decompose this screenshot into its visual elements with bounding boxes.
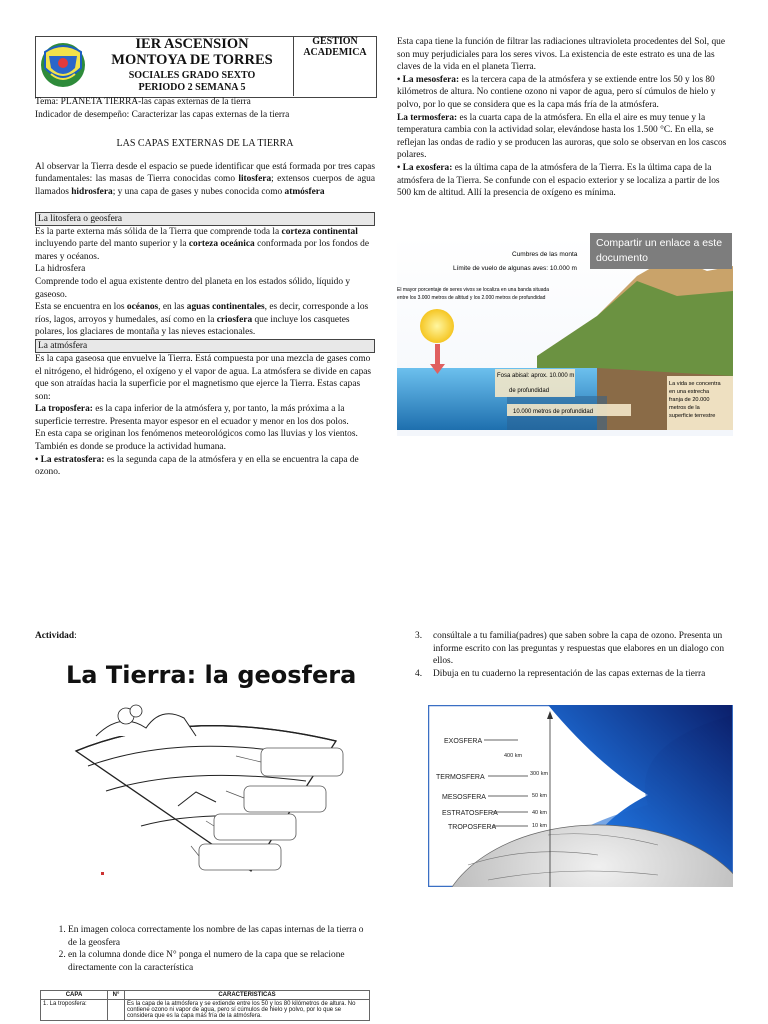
- fig-label-vida: La vida se concentra en una estrecha franja de 20.000 metros de la superficie terrestre: [669, 381, 721, 419]
- hidrosfera-paragraph-1: Comprende todo el agua existente dentro del planeta en los estados sólido, líquido y gaseoso.: [35, 276, 351, 300]
- label-300km: 300 km: [530, 771, 549, 777]
- geosfera-title: La Tierra: la geosfera: [66, 661, 357, 689]
- termosfera-paragraph: La termosfera: es la cuarta capa de la atmósfera. En ella el aire es muy tenue y la temperatura cambia con la actividad solar, elevándose hasta los 1.500 °C. En ella, se reflejan las ondas de radio y se producen las auroras, que solo se observan en los cascos polares.: [397, 112, 727, 161]
- label-mesosfera: MESOSFERA: [442, 794, 486, 801]
- right-column: [397, 36, 733, 200]
- troposfera-paragraph: La troposfera: es la capa inferior de la atmósfera y, por tanto, la más próxima a la superficie terrestre. Presenta mayor espesor en el ecuador y menor en los dos polos.: [35, 404, 349, 427]
- exosfera-paragraph: • La exosfera: es la última capa de la atmósfera de la Tierra. Es la última capa de la atmósfera de la Tierra. Se confunde con el espacio exterior y se localiza a partir de los 500 km de altitud. Allí la presencia de oxígeno es mínima.: [397, 162, 720, 199]
- table-row: [41, 1000, 370, 1021]
- litosfera-paragraph: Es la parte externa más sólida de la Tierra que comprende toda la corteza continental incluyendo parte del manto superior y la corteza oceánica conformada por los fondos de mares y océanos.: [35, 226, 370, 262]
- characteristics-table: [40, 990, 370, 1021]
- mesosfera-paragraph: • La mesosfera: es la tercera capa de la atmósfera y se extiende entre los 50 y los 80 kilómetros de altura. No contiene ozono ni vapor de agua, pero sí cúmulos de hielo y polvo, por lo que se considera que es la capa más fría de la atmósfera.: [397, 74, 716, 110]
- label-10km: 10 km: [532, 823, 547, 829]
- label-estratosfera: ESTRATOSFERA: [442, 810, 498, 817]
- geosfera-drawing: [66, 696, 366, 881]
- label-40km: 40 km: [532, 810, 547, 816]
- col-caracteristicas: CARACTERISTICAS: [125, 991, 370, 1000]
- actividad-label: Actividad:: [35, 631, 77, 641]
- estratosfera-paragraph: • La estratosfera: es la segunda capa de la atmósfera y en ella se encuentra la capa de ozono.: [35, 454, 359, 478]
- ozono-paragraph: Esta capa tiene la función de filtrar las radiaciones ultravioleta procedentes del Sol, que son muy perjudiciales para los seres vivos. La existencia de este estrato es una de las claves de la vida en el planeta Tierra.: [397, 37, 725, 73]
- school-logo: [37, 38, 89, 90]
- cell-capa: 1. La troposfera:: [41, 1000, 108, 1021]
- section-title: LAS CAPAS EXTERNAS DE LA TIERRA: [116, 138, 294, 150]
- task-list-right: [415, 630, 733, 680]
- atmosfera-paragraph-1: Es la capa gaseosa que envuelve la Tierra. Está compuesta por una mezcla de gases como el nitrógeno, el hidrógeno, el oxígeno y el vapor de agua. La atmósfera se divide en capas que son atraídas hacia la superficie por el magnetismo que ejerce la Tierra. Estas capas son:: [35, 353, 372, 402]
- task-item-3: 3. consúltale a tu familia(padres) que saben sobre la capa de ozono. Presenta un informe escrito con las preguntas y respuestas que elabores en un dialogo con ellos.: [415, 631, 725, 667]
- label-400km: 400 km: [504, 753, 523, 759]
- label-termosfera: TERMOSFERA: [436, 774, 485, 781]
- gestion-line1: GESTION: [312, 36, 358, 47]
- col-capa: CAPA: [41, 991, 108, 1000]
- cell-caracteristica: Es la capa de la atmósfera y se extiende entre los 50 y los 80 kilómetros de altura. No contiene ozono ni vapor de agua, pero sí cúmulos de hielo y polvo, por lo que se considera que es la capa más fría de la atmósfera.: [125, 1000, 370, 1021]
- gestion-line2: ACADEMICA: [303, 47, 367, 58]
- litosfera-heading: La litosfera o geosfera: [35, 212, 375, 226]
- period-line: PERIODO 2 SEMANA 5: [138, 82, 246, 93]
- school-name-line2: MONTOYA DE TORRES: [111, 52, 273, 68]
- fig-label-10000: 10.000 metros de profundidad: [513, 409, 594, 415]
- fig-label-cumbres: Cumbres de las monta: [512, 251, 578, 258]
- fig-label-aves: Límite de vuelo de algunas aves: 10.000 m: [453, 265, 577, 272]
- atmosphere-layers-figure: [428, 705, 733, 887]
- left-column: [35, 96, 375, 479]
- atmosfera-paragraph-2: En esta capa se originan los fenómenos meteorológicos como las lluvias y los vientos. También es donde se produce la actividad humana.: [35, 429, 358, 453]
- share-link-tooltip[interactable]: Compartir un enlace a este documento: [590, 233, 732, 269]
- task-item-2: 2. en la columna donde dice N° ponga el numero de la capa que se relacione directamente con la característica: [68, 949, 367, 974]
- task-item-4: 4. Dibuja en tu cuaderno la representación de las capas externas de la tierra: [415, 668, 706, 679]
- hidrosfera-heading: La hidrosfera: [35, 264, 86, 275]
- label-exosfera: EXOSFERA: [444, 738, 483, 745]
- fig-label-mayor: El mayor porcentaje de seres vivos se localiza en una banda situada entre los 3.000 metros de altitud y los 2.000 metros de profundidad: [397, 287, 550, 301]
- sun-icon: [420, 309, 454, 343]
- task-list-left: [52, 924, 367, 974]
- table-header-row: [41, 991, 370, 1000]
- cell-n-input[interactable]: [108, 1000, 125, 1021]
- tema-line: Tema: PLANETA TIERRA-las capas externas de la tierra: [35, 97, 251, 107]
- answer-box-3[interactable]: [214, 814, 296, 840]
- mountains-icon: [96, 714, 196, 736]
- answer-box-2[interactable]: [244, 786, 326, 812]
- gestion-cell: [293, 36, 376, 96]
- fig-label-fosa: Fosa abisal: aprox. 10.000 m: [497, 373, 575, 379]
- intro-paragraph: Al observar la Tierra desde el espacio se puede identificar que está formada por tres capas fundamentales: las masas de Tierra conocidas como litosfera; extensos cuerpos de agua llamados hidrosfera; y una capa de gases y nubes conocida como atmósfera: [35, 161, 375, 197]
- label-50km: 50 km: [532, 793, 547, 799]
- task-item-1: 1. En imagen coloca correctamente los nombre de las capas internas de la tierra o de la geosfera: [68, 924, 367, 949]
- course-info: [92, 70, 292, 94]
- answer-box-4[interactable]: [199, 844, 281, 870]
- atmosfera-heading: La atmósfera: [35, 339, 375, 353]
- school-name-line1: IER ASCENSION: [135, 36, 249, 52]
- col-n: N°: [108, 991, 125, 1000]
- fig-label-profundidad: de profundidad: [509, 388, 550, 394]
- hidrosfera-paragraph-2: Esta se encuentra en los océanos, en las aguas continentales, es decir, corresponde a los ríos, lagos, arroyos y humedales, así como en la criosfera que incluye los casquetes polares, los glaciares de montaña y las nieves estacionales.: [35, 302, 369, 338]
- course-line: SOCIALES GRADO SEXTO: [128, 70, 256, 81]
- label-troposfera: TROPOSFERA: [448, 824, 497, 831]
- answer-box-1[interactable]: [261, 748, 343, 776]
- indicador-line: Indicador de desempeño: Caracterizar las capas externas de la tierra: [35, 109, 290, 120]
- school-name: [92, 36, 292, 68]
